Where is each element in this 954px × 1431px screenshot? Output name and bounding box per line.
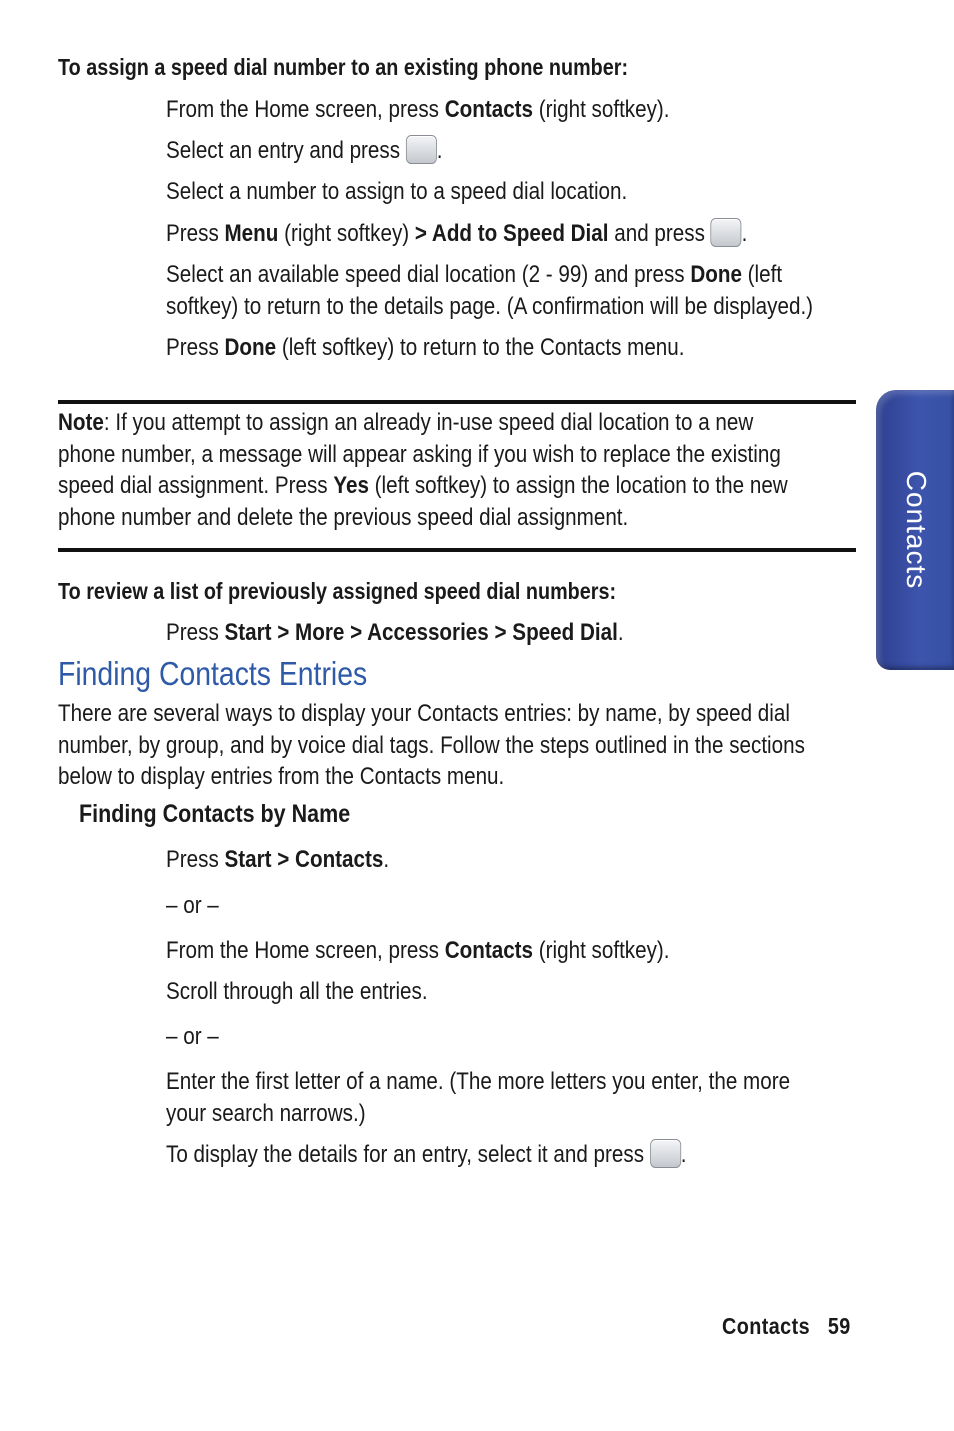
section-heading-review-speed-dial: To review a list of previously assigned speed dial numbers: — [58, 578, 617, 604]
page-number: 59 — [827, 1313, 851, 1339]
step-press-done: Press Done (left softkey) to return to the Contacts menu. — [166, 334, 685, 361]
page-footer — [722, 1313, 872, 1340]
ok-key-icon — [711, 218, 742, 247]
footer-section-name: Contacts — [722, 1313, 811, 1339]
step-select-entry: Select an entry and press . — [166, 137, 443, 164]
note-bottom-rule — [58, 548, 856, 552]
step-select-location: Select an available speed dial location (2 - 99) and press Done (left softkey) to return to the details page. (A confirmation will be displayed.) — [166, 261, 814, 320]
step-home-contacts: From the Home screen, press Contacts (right softkey). — [166, 96, 670, 123]
or-separator: – or – — [166, 892, 219, 919]
step-menu-add-speed-dial: Press Menu (right softkey) > Add to Speed Dial and press . — [166, 220, 748, 247]
step-home-contacts-2: From the Home screen, press Contacts (right softkey). — [166, 937, 670, 964]
step-press-start-speed-dial: Press Start > More > Accessories > Speed Dial. — [166, 619, 624, 646]
finding-intro-paragraph: There are several ways to display your Contacts entries: by name, by speed dial number, by group, and by voice dial tags. Follow the steps outlined in the sections below to display entries from the Contacts menu. — [58, 700, 805, 790]
step-enter-first-letter: Enter the first letter of a name. (The more letters you enter, the more your search narrows.) — [166, 1068, 791, 1127]
step-scroll-entries: Scroll through all the entries. — [166, 978, 428, 1005]
ok-key-icon — [406, 135, 437, 164]
step-start-contacts: Press Start > Contacts. — [166, 846, 390, 873]
note-text: Note: If you attempt to assign an already in-use speed dial location to a new phone number, a message will appear asking if you wish to replace the existing speed dial assignment. Press Yes (left softkey) to assign the location to the new phone number and delete the previous speed dial assignment. — [58, 409, 788, 531]
subheading-by-name: Finding Contacts by Name — [79, 800, 351, 828]
ok-key-icon — [650, 1139, 681, 1168]
section-title-finding-contacts: Finding Contacts Entries — [58, 655, 368, 692]
side-tab-contacts — [876, 390, 954, 670]
or-separator: – or – — [166, 1023, 219, 1050]
note-top-rule — [58, 400, 856, 404]
step-display-details: To display the details for an entry, select it and press . — [166, 1141, 687, 1168]
step-select-number: Select a number to assign to a speed dial location. — [166, 178, 628, 205]
section-heading-assign-speed-dial: To assign a speed dial number to an existing phone number: — [58, 54, 629, 80]
side-tab-label: Contacts — [901, 470, 932, 590]
